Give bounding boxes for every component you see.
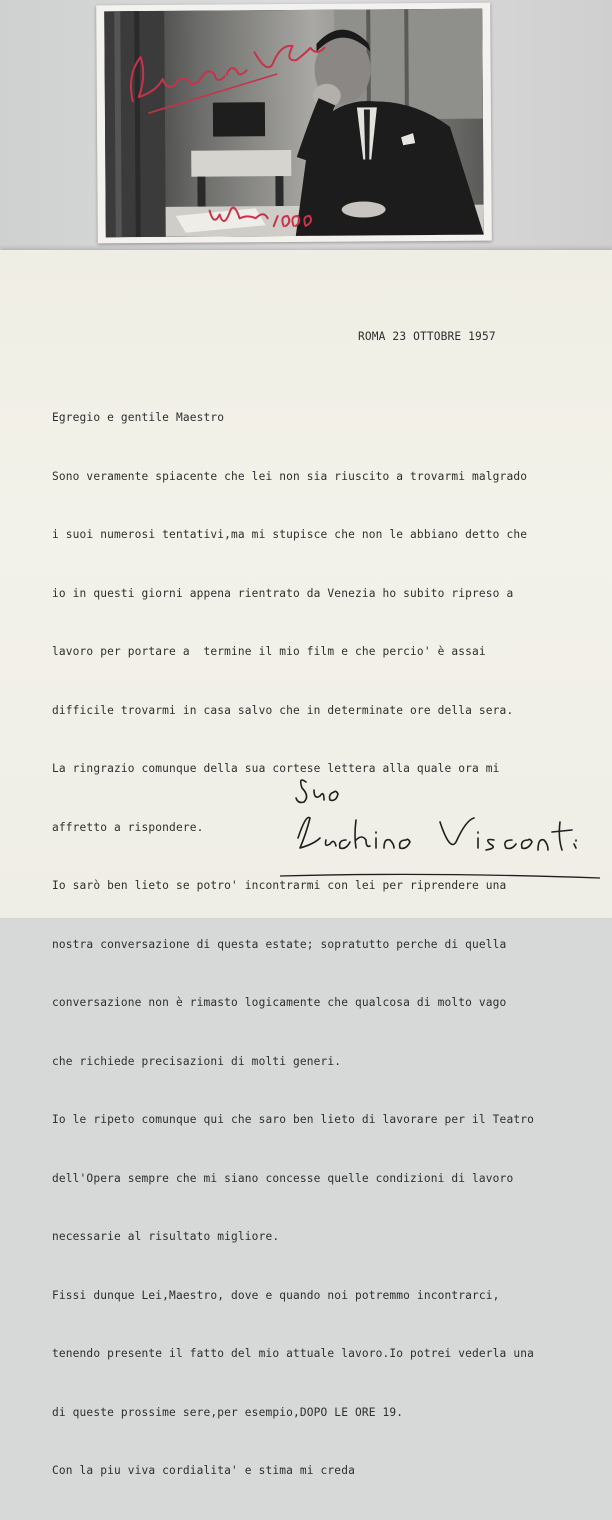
letter-line: Con la piu viva cordialita' e stima mi creda <box>52 1464 355 1477</box>
letter-line: Fissi dunque Lei,Maestro, dove e quando noi potremmo incontrarci, <box>52 1288 500 1302</box>
letter-line: nostra conversazione di questa estate; sopratutto perche di quella <box>52 937 507 951</box>
letter-line: La ringrazio comunque della sua cortese lettera alla quale ora mi <box>52 762 500 775</box>
autographed-photograph <box>96 3 492 244</box>
letter-line: io in questi giorni appena rientrato da Venezia ho subito ripreso a <box>52 586 514 600</box>
letter-line: Io le ripeto comunque qui che saro ben lieto di lavorare per il Teatro <box>52 1113 534 1126</box>
letter-dateline: ROMA 23 OTTOBRE 1957 <box>358 330 496 343</box>
letter-line: difficile trovarmi in casa salvo che in determinate ore della sera. <box>52 703 514 717</box>
portrait-illustration <box>104 9 484 238</box>
letter-line: i suoi numerosi tentativi,ma mi stupisce che non le abbiano detto che <box>52 528 528 541</box>
letter-line: lavoro per portare a termine il mio film e che percio' è assai <box>52 645 486 658</box>
letter-line: tenendo presente il fatto del mio attuale lavoro.Io potrei vederla una <box>52 1347 534 1360</box>
handwritten-signature <box>280 760 600 890</box>
letter-line: Sono veramente spiacente che lei non sia riuscito a trovarmi malgrado <box>52 469 528 483</box>
letter-line: necessarie al risultato migliore. <box>52 1230 280 1243</box>
portrait-image <box>104 9 484 238</box>
letter-line: conversazione non è rimasto logicamente che qualcosa di molto vago <box>52 996 507 1009</box>
letter-line: di queste prossime sere,per esempio,DOPO LE ORE 19. <box>52 1405 404 1419</box>
letter-line: dell'Opera sempre che mi siano concesse quelle condizioni di lavoro <box>52 1171 514 1185</box>
letter-body <box>52 369 534 1520</box>
letter-line: che richiede precisazioni di molti generi. <box>52 1054 342 1068</box>
typed-letter <box>0 250 612 1477</box>
letter-line: affretto a rispondere. <box>52 820 204 834</box>
letter-line: Egregio e gentile Maestro <box>52 411 225 424</box>
letter-line: Io sarò ben lieto se potro' incontrarmi con lei per riprendere una <box>52 879 507 892</box>
